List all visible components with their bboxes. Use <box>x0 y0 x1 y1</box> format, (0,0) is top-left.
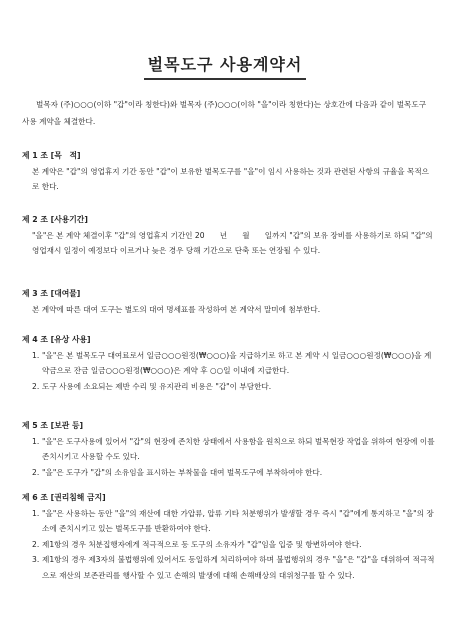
document-title: 벌목도구 사용계약서 <box>144 52 307 80</box>
article-5 <box>22 418 436 480</box>
article-item <box>22 348 436 379</box>
item-number: 3. <box>32 555 40 564</box>
item-text: "을"은 본 벌목도구 대여료로서 일금○○○원정(₩○○○)을 지급하기로 하고 본 계약 시 일금○○○원정(₩○○○)을 계약금으로 잔금 일금○○○원정(₩○○○)은 계약 후 ○○일 이내에 지급한다. <box>42 350 432 375</box>
article-2 <box>22 212 436 259</box>
item-number: 2. <box>32 467 40 477</box>
intro-paragraph: 벌목자 (주)○○○(이하 "갑"이라 칭한다)와 벌목자 (주)○○○(이하 "을"이라 칭한다)는 상호간에 다음과 같이 벌목도구 사용 계약을 체결한다. <box>22 100 427 126</box>
item-number: 1. <box>32 350 40 360</box>
item-text: "을"은 도구사용에 있어서 "갑"의 현장에 존치한 상태에서 사용함을 원칙으로 하되 벌목현장 작업을 위하여 현장에 이를 존치시키고 사용할 수도 있다. <box>42 436 435 461</box>
article-paragraph: 본 계약에 따른 대여 도구는 별도의 대여 명세표를 작성하여 본 계약서 말미에 첨부한다. <box>32 304 321 314</box>
article-heading: 제 5 조 [보관 등] <box>22 421 84 430</box>
item-number: 1. <box>32 436 40 446</box>
article-paragraph: 본 계약은 "갑"의 영업휴지 기간 동안 "갑"이 보유한 벌목도구를 "을"이 임시 사용하는 것과 관련된 사항의 규율을 목적으로 한다. <box>32 166 430 191</box>
article-heading: 제 1 조 [목 적] <box>22 151 81 160</box>
article-6 <box>22 490 436 583</box>
article-4 <box>22 332 436 394</box>
article-heading: 제 3 조 [대여물] <box>22 289 81 298</box>
article-item <box>22 434 436 465</box>
article-heading: 제 6 조 [권리침해 금지] <box>22 493 106 502</box>
item-text: "을"은 사용하는 동안 "을"의 재산에 대한 가압류, 압류 기타 처분행위가 발생할 경우 즉시 "갑"에게 통지하고 "을"의 장소에 존치시키고 있는 벌목도구를 반환하여야 한다. <box>42 508 434 533</box>
item-text: 도구 사용에 소요되는 제반 수리 및 유지관리 비용은 "갑"이 부담한다. <box>42 381 272 391</box>
article-item <box>22 465 436 481</box>
item-text: "을"은 도구가 "갑"의 소유임을 표시하는 부착물을 대여 벌목도구에 부착하여야 한다. <box>42 467 323 477</box>
article-item <box>22 379 436 395</box>
item-number: 2. <box>32 539 40 549</box>
item-number: 2. <box>32 381 40 391</box>
article-item <box>22 506 436 537</box>
article-heading: 제 4 조 [유상 사용] <box>22 335 91 344</box>
article-item <box>22 552 436 583</box>
document-title-wrap <box>0 52 450 80</box>
article-heading: 제 2 조 [사용기간] <box>22 215 88 224</box>
article-1 <box>22 148 436 195</box>
item-text: 제1항의 경우 제3자의 불법행위에 있어서도 동일하게 처리하여야 하며 불법행위의 경우 "을"은 "갑"을 대위하여 적극적으로 재산의 보존관리를 행사할 수 있고 손해의 발생에 대해 손해배상의 대위청구를 할 수 있다. <box>42 555 435 580</box>
item-text: 제1항의 경우 처분집행자에게 적극적으로 동 도구의 소유자가 "갑"임을 입증 및 항변하여야 한다. <box>42 539 362 549</box>
item-number: 1. <box>32 508 40 518</box>
article-paragraph: "을"은 본 계약 체결이후 "갑"의 영업휴지 기간인 20 년 월 일까지 "갑"의 보유 장비를 사용하기로 하되 "갑"의 영업재시 일정이 예정보다 이르거나 늦은 경우 당해 기간으로 단축 또는 연장될 수 있다. <box>32 230 433 255</box>
article-3 <box>22 286 436 317</box>
article-item <box>22 537 436 553</box>
